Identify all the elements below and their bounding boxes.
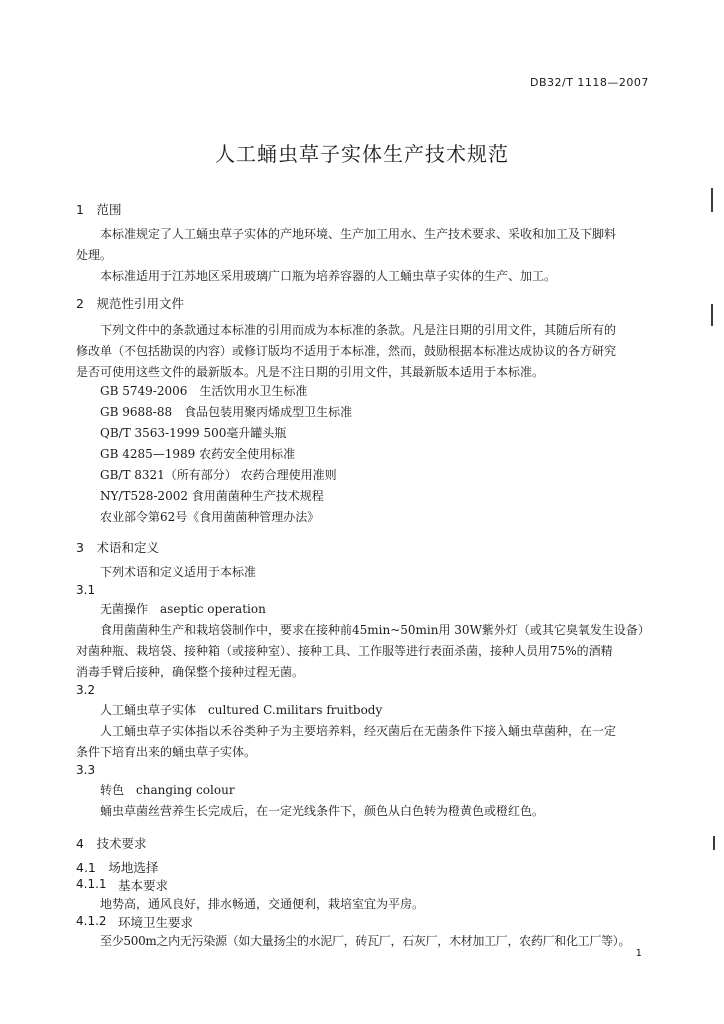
references-intro-line: 下列文件中的条款通过本标准的引用而成为本标准的条款。凡是注日期的引用文件，其随后所有的 bbox=[100, 323, 617, 337]
page-number: 1 bbox=[635, 948, 642, 959]
reference-item: 农业部令第62号《食用菌菌种管理办法》 bbox=[100, 510, 320, 524]
term-title-aseptic: 无菌操作 aseptic operation bbox=[100, 602, 266, 616]
term-definition-line: 条件下培育出来的蛹虫草子实体。 bbox=[76, 745, 257, 759]
section-heading-terms: 3 术语和定义 bbox=[76, 540, 159, 555]
reference-item: QB/T 3563-1999 500毫升罐头瓶 bbox=[100, 426, 287, 440]
subsection-title-environment: 环境卫生要求 bbox=[118, 915, 194, 930]
section-heading-scope: 1 范围 bbox=[76, 202, 122, 217]
term-definition-line: 消毒手臂后接种，确保整个接种过程无菌。 bbox=[76, 665, 305, 679]
references-intro-line: 是否可使用这些文件的最新版本。凡是不注日期的引用文件，其最新版本适用于本标准。 bbox=[76, 365, 545, 379]
section-heading-technical-requirements: 4 技术要求 bbox=[76, 836, 147, 851]
scan-edge-mark bbox=[713, 836, 715, 850]
term-title-cultured-fruitbody: 人工蛹虫草子实体 cultured C.militars fruitbody bbox=[100, 703, 383, 717]
term-definition-line: 蛹虫草菌丝营养生长完成后，在一定光线条件下，颜色从白色转为橙黄色或橙红色。 bbox=[100, 804, 545, 818]
subsection-number: 4.1.1 bbox=[76, 877, 107, 891]
standard-number: DB32/T 1118—2007 bbox=[530, 76, 649, 89]
references-intro-line: 修改单（不包括勘误的内容）或修订版均不适用于本标准，然而，鼓励根据本标准达成协议的各方研究 bbox=[76, 344, 617, 358]
terms-intro: 下列术语和定义适用于本标准 bbox=[100, 565, 257, 579]
document-title: 人工蛹虫草子实体生产技术规范 bbox=[215, 142, 509, 166]
term-number: 3.1 bbox=[76, 583, 96, 597]
term-definition-line: 对菌种瓶、栽培袋、接种箱（或接种室）、接种工具、工作服等进行表面杀菌，接种人员用75%的酒精 bbox=[76, 644, 613, 658]
reference-item: GB 9688-88 食品包装用聚丙烯成型卫生标准 bbox=[100, 405, 353, 419]
scope-paragraph-line: 处理。 bbox=[76, 248, 113, 262]
term-definition-line: 人工蛹虫草子实体指以禾谷类种子为主要培养料，经灭菌后在无菌条件下接入蛹虫草菌种，在一定 bbox=[100, 724, 617, 738]
scope-paragraph-line: 本标准规定了人工蛹虫草子实体的产地环境、生产加工用水、生产技术要求、采收和加工及下脚料 bbox=[100, 227, 617, 241]
section-heading-normative-references: 2 规范性引用文件 bbox=[76, 296, 184, 311]
reference-item: NY/T528-2002 食用菌菌种生产技术规程 bbox=[100, 489, 324, 503]
reference-item: GB 5749-2006 生活饮用水卫生标准 bbox=[100, 384, 308, 398]
scope-paragraph-line: 本标准适用于江苏地区采用玻璃广口瓶为培养容器的人工蛹虫草子实体的生产、加工。 bbox=[100, 269, 557, 283]
term-definition-line: 食用菌菌种生产和栽培袋制作中，要求在接种前45min~50min用 30W紫外灯（或其它臭氧发生设备） bbox=[100, 623, 650, 637]
reference-item: GB 4285—1989 农药安全使用标准 bbox=[100, 447, 296, 461]
scan-edge-mark bbox=[711, 304, 713, 326]
reference-item: GB/T 8321（所有部分） 农药合理使用准则 bbox=[100, 468, 337, 482]
subsection-number: 4.1.2 bbox=[76, 914, 107, 928]
term-number: 3.3 bbox=[76, 763, 96, 777]
term-number: 3.2 bbox=[76, 683, 96, 697]
subsection-text: 地势高，通风良好，排水畅通，交通便利，栽培室宜为平房。 bbox=[100, 897, 425, 911]
subsection-heading-site-selection: 4.1 场地选择 bbox=[76, 860, 159, 875]
subsection-text: 至少500m之内无污染源（如大量扬尘的水泥厂，砖瓦厂，石灰厂，木材加工厂，农药厂和化工厂等）。 bbox=[100, 934, 631, 948]
subsection-title-basic-requirements: 基本要求 bbox=[118, 878, 169, 893]
term-title-changing-colour: 转色 changing colour bbox=[100, 783, 235, 797]
scan-edge-mark bbox=[711, 188, 713, 212]
